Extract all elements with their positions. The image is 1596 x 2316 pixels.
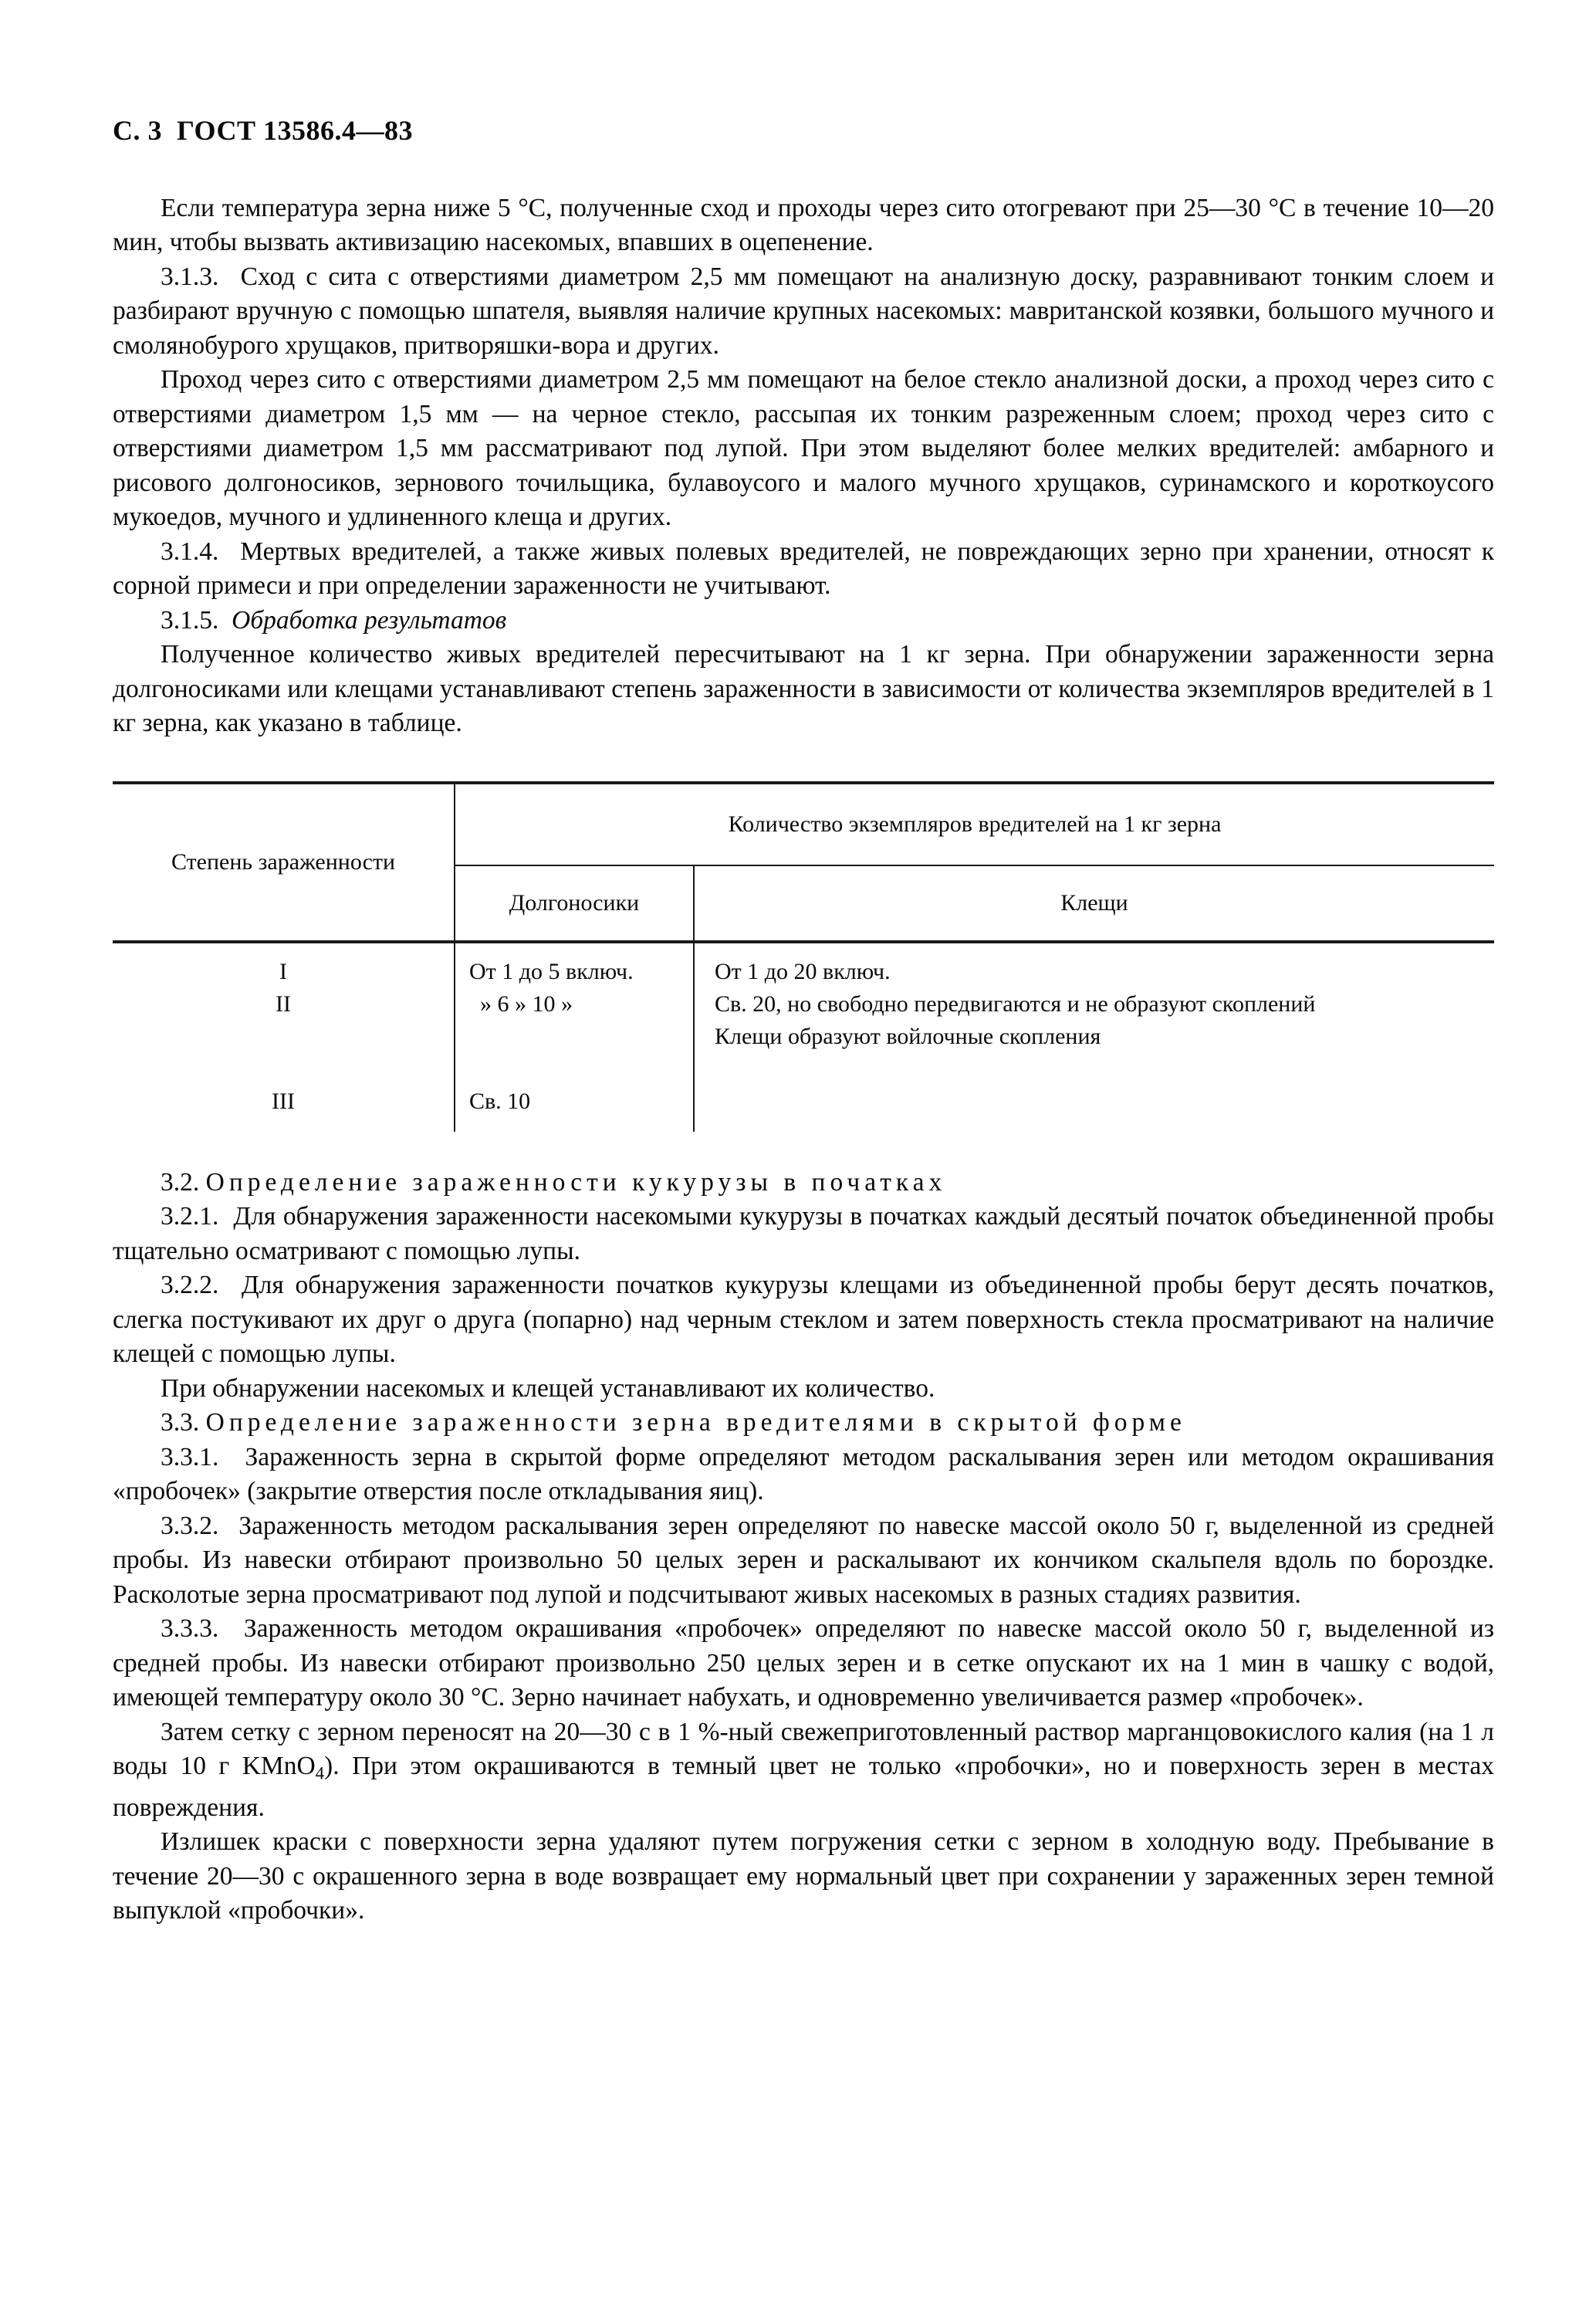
clause-number-3-3-3: 3.3.3. [161, 1614, 219, 1644]
clause-number-3-1-5: 3.1.5. [161, 605, 219, 635]
clause-number-3-2-1: 3.2.1. [161, 1202, 219, 1231]
paragraph-3-3-2 [113, 1509, 1494, 1613]
paragraph-3-3-3-text: Зараженность методом окрашивания «пробочек» определяют по навеске массой около 50 г, выделенной из средней пробы. Из навески отбирают произвольно 250 целых зерен и в сетке опускают их на 1 мин в чашку с водой, имеющей температуру около 30 °С. Зерно начинает набухать, и одновременно увеличивается размер «пробочек». [113, 1614, 1494, 1712]
infestation-degree-table [113, 781, 1494, 1132]
section-number-3-3: 3.3. [161, 1408, 200, 1437]
table-cell-weevils: Св. 10 [469, 1088, 531, 1114]
heading-3-2 [113, 1166, 1494, 1200]
section-number-3-2: 3.2. [161, 1167, 200, 1197]
paragraph-permanganate-text-b: ). При этом окрашиваются в темный цвет не только «пробочки», но и поверхность зерен в местах повреждения. [113, 1752, 1494, 1822]
heading-3-3-title: Определение зараженности зерна вредителями в скрытой форме [205, 1408, 1186, 1437]
table-column-mites [695, 943, 1494, 1132]
paragraph-3-1-4-text: Мертвых вредителей, а также живых полевых вредителей, не повреждающих зерно при хранении, относят к сорной примеси и при определении зараженности не учитывают. [113, 537, 1495, 601]
table-header [113, 784, 1494, 940]
table-header-weevils: Долгоносики [455, 866, 695, 940]
table-cell-weevils: От 1 до 5 включ. [469, 958, 634, 984]
table-header-count-span: Количество экземпляров вредителей на 1 кг зерна [455, 784, 1494, 866]
paragraph-3-1-3 [113, 260, 1494, 364]
paragraph-3-2-2-text: Для обнаружения зараженности початков кукурузы клещами из объединенной пробы берут десять початков, слегка постукивают их друг о друга (попарно) над черным стеклом и затем поверхность стекла просматривают на наличие клещей с помощью лупы. [113, 1271, 1494, 1369]
table-header-degree: Степень зараженности [113, 784, 455, 940]
table-body [113, 943, 1494, 1132]
table-row: II [276, 990, 291, 1017]
formula-subscript: 4 [315, 1763, 325, 1783]
clause-number-3-1-4: 3.1.4. [161, 537, 219, 566]
paragraph-3-1-5-body: Полученное количество живых вредителей пересчитывают на 1 кг зерна. При обнаружении зараженности зерна долгоносиками или клещами устанавливают степень зараженности в зависимости от количества экземпляров вредителей в 1 кг зерна, как указано в таблице. [113, 640, 1494, 738]
paragraph-excess-dye-text: Излишек краски с поверхности зерна удаляют путем погружения сетки с зерном в холодную воду. Пребывание в течение 20—30 с окрашенного зерна в воде возвращает ему нормальный цвет при сохранении у зараженных зерен темной выпуклой «пробочки». [113, 1827, 1494, 1925]
paragraph-temperature [113, 191, 1494, 260]
paragraph-3-3-2-text: Зараженность методом раскалывания зерен определяют по навеске массой около 50 г, выделенной из средней пробы. Из навески отбирают произвольно 50 целых зерен и раскалывают их кончиком скальпеля вдоль по бороздке. Расколотые зерна просматривают под лупой и подсчитывают живых насекомых в разных стадиях развития. [113, 1511, 1495, 1609]
paragraph-3-3-1-text: Зараженность зерна в скрытой форме определяют методом раскалывания зерен или методом окрашивания «пробочек» (закрытие отверстия после откладывания яиц). [113, 1442, 1494, 1506]
paragraph-excess-dye [113, 1825, 1494, 1928]
table-cell-mites: Св. 20, но свободно передвигаются и не образуют скоплений [715, 990, 1316, 1017]
table-cell-mites: От 1 до 20 включ. [715, 958, 891, 984]
paragraph-3-1-4 [113, 535, 1494, 604]
heading-3-3 [113, 1406, 1494, 1441]
paragraph-3-2-2 [113, 1268, 1494, 1372]
clause-number-3-1-3: 3.1.3. [161, 262, 219, 291]
table-row: III [272, 1088, 295, 1114]
table-column-weevils [455, 943, 695, 1132]
paragraph-detection-count [113, 1372, 1494, 1407]
paragraph-temperature-text: Если температура зерна ниже 5 °С, полученные сход и проходы через сито отогревают при 25—30 °С в течение 10—20 мин, чтобы вызвать активизацию насекомых, впавших в оцепенение. [113, 193, 1494, 257]
heading-3-1-5 [113, 604, 1494, 638]
clause-number-3-2-2: 3.2.2. [161, 1271, 219, 1300]
page-content [113, 116, 1494, 1928]
paragraph-3-2-1 [113, 1200, 1494, 1268]
paragraph-3-3-1 [113, 1441, 1494, 1509]
heading-3-1-5-title: Обработка результатов [232, 605, 507, 635]
table-cell-weevils: » 6 » 10 » [480, 990, 573, 1017]
table-row: I [279, 958, 287, 984]
table-cell-mites: Клещи образуют войлочные скопления [715, 1023, 1101, 1049]
heading-3-2-title: Определение зараженности кукурузы в початках [205, 1167, 947, 1197]
paragraph-sieve-passage [113, 363, 1494, 535]
paragraph-detection-count-text: При обнаружении насекомых и клещей устанавливают их количество. [161, 1373, 935, 1403]
clause-number-3-3-2: 3.3.2. [161, 1511, 219, 1540]
clause-number-3-3-1: 3.3.1. [161, 1442, 219, 1471]
paragraph-3-2-1-text: Для обнаружения зараженности насекомыми кукурузы в початках каждый десятый початок объединенной пробы тщательно осматривают с помощью лупы. [113, 1202, 1495, 1265]
table-header-mites: Клещи [1060, 889, 1128, 916]
paragraph-3-3-3 [113, 1612, 1494, 1715]
paragraph-permanganate-text-a: Затем сетку с зерном переносят на 20—30 с в 1 %-ный свежеприготовленный раствор марганцовокислого калия (на 1 л воды 10 г KMnO [113, 1717, 1494, 1781]
paragraph-sieve-passage-text: Проход через сито с отверстиями диаметром 2,5 мм помещают на белое стекло анализной доски, а проход через сито с отверстиями диаметром 1,5 мм — на черное стекло, рассыпая их тонким разреженным слоем; проход через сито с отверстиями диаметром 1,5 мм рассматривают под лупой. При этом выделяют более мелких вредителей: амбарного и рисового долгоносиков, зернового точильщика, булавоусого и малого мучного хрущаков, суринамского и короткоусого мукоедов, мучного и удлиненного клеща и других. [113, 365, 1494, 532]
running-head: С. 3 ГОСТ 13586.4—83 [113, 115, 413, 146]
paragraph-permanganate [113, 1715, 1494, 1826]
table-column-degrees [113, 943, 455, 1132]
paragraph-3-1-3-text: Сход с сита с отверстиями диаметром 2,5 мм помещают на анализную доску, разравнивают тонким слоем и разбирают вручную с помощью шпателя, выявляя наличие крупных насекомых: мавританской козявки, большого мучного и смолянобурого хрущаков, притворяшки-вора и других. [113, 262, 1494, 360]
paragraph-3-1-5-text [113, 638, 1494, 741]
